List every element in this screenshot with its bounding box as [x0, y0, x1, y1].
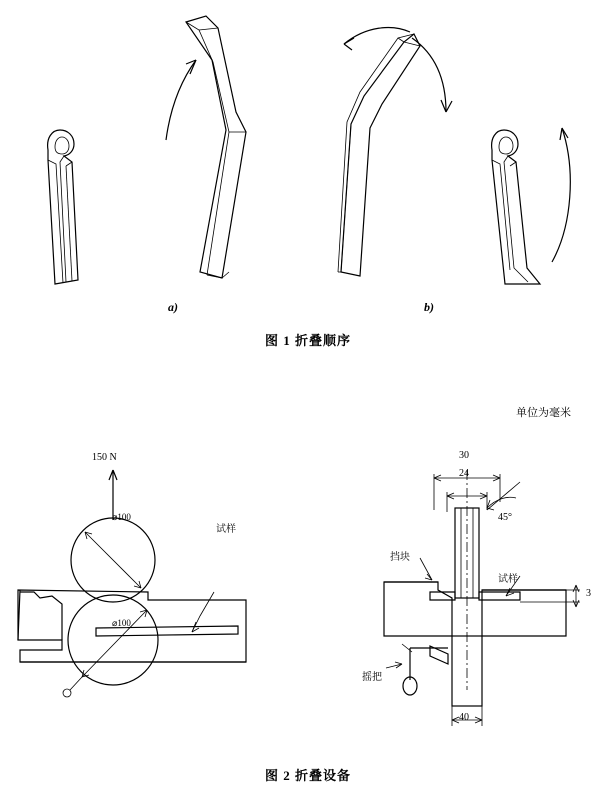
die-left: [384, 582, 452, 636]
handle: [402, 644, 448, 695]
block-label: 挡块: [390, 552, 410, 563]
roller-bottom: [63, 595, 158, 697]
figure1-caption: 图 1 折叠顺序: [264, 333, 351, 348]
dim-40-label: 40: [459, 712, 469, 723]
specimen-label-left: 试样: [216, 524, 236, 535]
specimen-folded-right: [492, 130, 540, 284]
dim-30-label: 30: [459, 450, 469, 461]
dim-24-label: 24: [459, 468, 469, 479]
force-label: 150 N: [92, 452, 117, 463]
roller-top-label: ⌀100: [112, 512, 131, 522]
block-leader: [420, 558, 432, 580]
rotation-arrow-right: [552, 128, 570, 262]
rotation-arrow-a: [166, 60, 196, 140]
angle-45-indicator: [487, 482, 520, 510]
angle-45-label: 45°: [498, 512, 512, 523]
figure2-caption: 图 2 折叠设备: [264, 768, 351, 783]
figure2-drawing: [0, 440, 616, 770]
specimen-bent-b: [338, 34, 420, 276]
figure1-drawing: [0, 0, 616, 330]
specimen-straight-left: [48, 130, 78, 284]
unit-note: 单位为毫米: [516, 407, 571, 419]
dimension-3: [520, 585, 580, 607]
plunger: [452, 470, 482, 706]
specimen-bent-a: [186, 16, 246, 278]
handle-leader: [386, 662, 402, 668]
specimen-label-right: 试样: [498, 574, 518, 585]
die-right: [482, 590, 566, 636]
dim-3-label: 3: [586, 588, 591, 599]
sublabel-b: b): [424, 300, 434, 314]
handle-label: 摇把: [362, 672, 382, 683]
sublabel-a: a): [168, 300, 178, 314]
roller-top: [71, 518, 155, 602]
roller-bottom-label: ⌀100: [112, 618, 131, 628]
